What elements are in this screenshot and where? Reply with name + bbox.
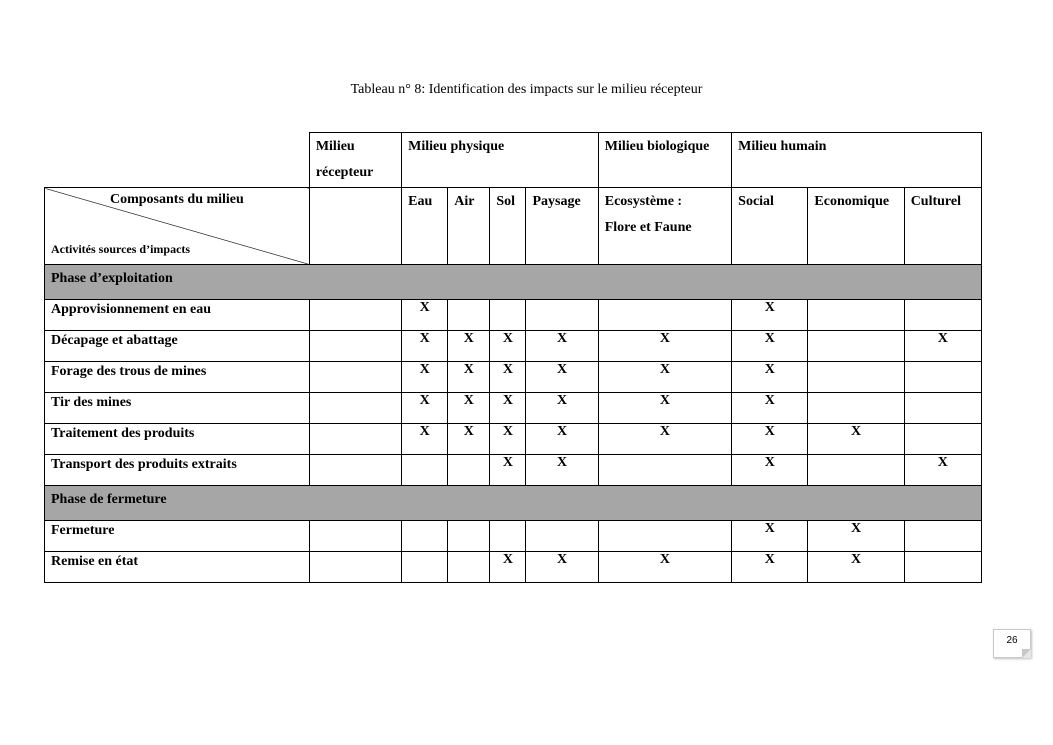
impact-cell: X: [598, 552, 731, 583]
composants-label: Composants du milieu: [110, 192, 244, 207]
impact-cell: [448, 455, 490, 486]
col-paysage-header: Paysage: [526, 188, 598, 265]
impact-cell: [904, 521, 981, 552]
table-row: [45, 552, 982, 583]
milieu-physique-header: Milieu physique: [402, 133, 599, 188]
impact-cell: X: [526, 362, 598, 393]
activity-cell: Traitement des produits: [45, 424, 310, 455]
empty-header-cell: [309, 188, 401, 265]
impact-cell: X: [490, 455, 526, 486]
col-culturel-header: Culturel: [904, 188, 981, 265]
table-row: [45, 393, 982, 424]
milieu-recepteur-cell: [309, 393, 401, 424]
impact-cell: [402, 552, 448, 583]
header-row-composants: [45, 188, 982, 265]
impact-cell: X: [526, 393, 598, 424]
impact-cell: [598, 521, 731, 552]
impact-cell: X: [808, 552, 904, 583]
impact-table: [44, 132, 982, 583]
col-economique-header: Economique: [808, 188, 904, 265]
table-row: [45, 521, 982, 552]
milieu-humain-header: Milieu humain: [732, 133, 982, 188]
phase-row: [45, 265, 982, 300]
activites-label: Activités sources d’impacts: [51, 242, 191, 256]
impact-cell: X: [808, 521, 904, 552]
ecosysteme-line2: Flore et Faune: [604, 220, 692, 235]
impact-cell: X: [598, 393, 731, 424]
col-ecosysteme-header: [598, 188, 731, 265]
milieu-recepteur-cell: [309, 300, 401, 331]
col-eau-header: Eau: [402, 188, 448, 265]
impact-cell: X: [402, 300, 448, 331]
impact-cell: X: [526, 552, 598, 583]
table-body: [45, 133, 982, 583]
impact-cell: X: [732, 300, 808, 331]
phase-title: Phase de fermeture: [45, 486, 982, 521]
impact-cell: X: [808, 424, 904, 455]
table-row: [45, 300, 982, 331]
impact-cell: [808, 455, 904, 486]
impact-cell: [490, 300, 526, 331]
milieu-recepteur-cell: [309, 362, 401, 393]
impact-cell: X: [402, 424, 448, 455]
impact-cell: [490, 521, 526, 552]
activity-cell: Décapage et abattage: [45, 331, 310, 362]
impact-cell: X: [598, 362, 731, 393]
col-sol-header: Sol: [490, 188, 526, 265]
impact-cell: X: [490, 362, 526, 393]
impact-cell: X: [526, 331, 598, 362]
impact-cell: X: [448, 393, 490, 424]
impact-cell: [402, 455, 448, 486]
impact-cell: [808, 362, 904, 393]
impact-cell: X: [732, 331, 808, 362]
impact-cell: [448, 521, 490, 552]
table-caption: Tableau n° 8: Identification des impacts sur le milieu récepteur: [350, 82, 703, 97]
milieu-biologique-header: Milieu biologique: [598, 133, 731, 188]
header-row-milieux: [45, 133, 982, 188]
impact-cell: [904, 300, 981, 331]
milieu-recepteur-cell: [309, 552, 401, 583]
empty-corner-cell: [45, 133, 310, 188]
impact-cell: X: [904, 455, 981, 486]
impact-cell: [904, 362, 981, 393]
table-row: [45, 362, 982, 393]
milieu-recepteur-line1: Milieu: [315, 139, 355, 154]
milieu-recepteur-cell: [309, 424, 401, 455]
impact-cell: X: [448, 424, 490, 455]
impact-cell: [598, 455, 731, 486]
impact-cell: X: [904, 331, 981, 362]
impact-cell: [808, 331, 904, 362]
milieu-recepteur-line2: récepteur: [315, 165, 374, 180]
diagonal-header-cell: [45, 188, 310, 265]
col-social-header: Social: [732, 188, 808, 265]
impact-cell: X: [732, 362, 808, 393]
impact-cell: [904, 552, 981, 583]
impact-cell: X: [490, 331, 526, 362]
activity-cell: Fermeture: [45, 521, 310, 552]
impact-cell: X: [526, 424, 598, 455]
impact-cell: X: [402, 362, 448, 393]
ecosysteme-line1: Ecosystème :: [604, 194, 683, 209]
impact-cell: X: [448, 362, 490, 393]
impact-cell: [526, 300, 598, 331]
impact-cell: X: [598, 424, 731, 455]
impact-cell: [904, 424, 981, 455]
impact-cell: X: [490, 393, 526, 424]
impact-cell: [402, 521, 448, 552]
phase-title: Phase d’exploitation: [45, 265, 982, 300]
activity-cell: Tir des mines: [45, 393, 310, 424]
impact-cell: [904, 393, 981, 424]
milieu-recepteur-cell: [309, 331, 401, 362]
activity-cell: Forage des trous de mines: [45, 362, 310, 393]
activity-cell: Approvisionnement en eau: [45, 300, 310, 331]
table-row: [45, 455, 982, 486]
table-row: [45, 424, 982, 455]
table-row: [45, 331, 982, 362]
impact-cell: X: [732, 521, 808, 552]
impact-cell: X: [448, 331, 490, 362]
impact-cell: X: [490, 424, 526, 455]
impact-cell: X: [732, 455, 808, 486]
impact-cell: [448, 300, 490, 331]
impact-cell: X: [732, 424, 808, 455]
milieu-recepteur-cell: [309, 455, 401, 486]
impact-cell: [598, 300, 731, 331]
impact-cell: X: [526, 455, 598, 486]
impact-cell: [526, 521, 598, 552]
col-air-header: Air: [448, 188, 490, 265]
impact-cell: [808, 300, 904, 331]
impact-cell: X: [402, 331, 448, 362]
impact-cell: [448, 552, 490, 583]
activity-cell: Remise en état: [45, 552, 310, 583]
milieu-recepteur-header: [309, 133, 401, 188]
phase-row: [45, 486, 982, 521]
impact-cell: X: [732, 393, 808, 424]
impact-cell: X: [490, 552, 526, 583]
page-number-badge: [993, 629, 1031, 658]
page-number: 26: [1006, 635, 1018, 646]
page-curl-icon: [1022, 649, 1031, 658]
milieu-recepteur-cell: [309, 521, 401, 552]
impact-cell: [808, 393, 904, 424]
impact-cell: X: [598, 331, 731, 362]
activity-cell: Transport des produits extraits: [45, 455, 310, 486]
impact-cell: X: [402, 393, 448, 424]
impact-cell: X: [732, 552, 808, 583]
